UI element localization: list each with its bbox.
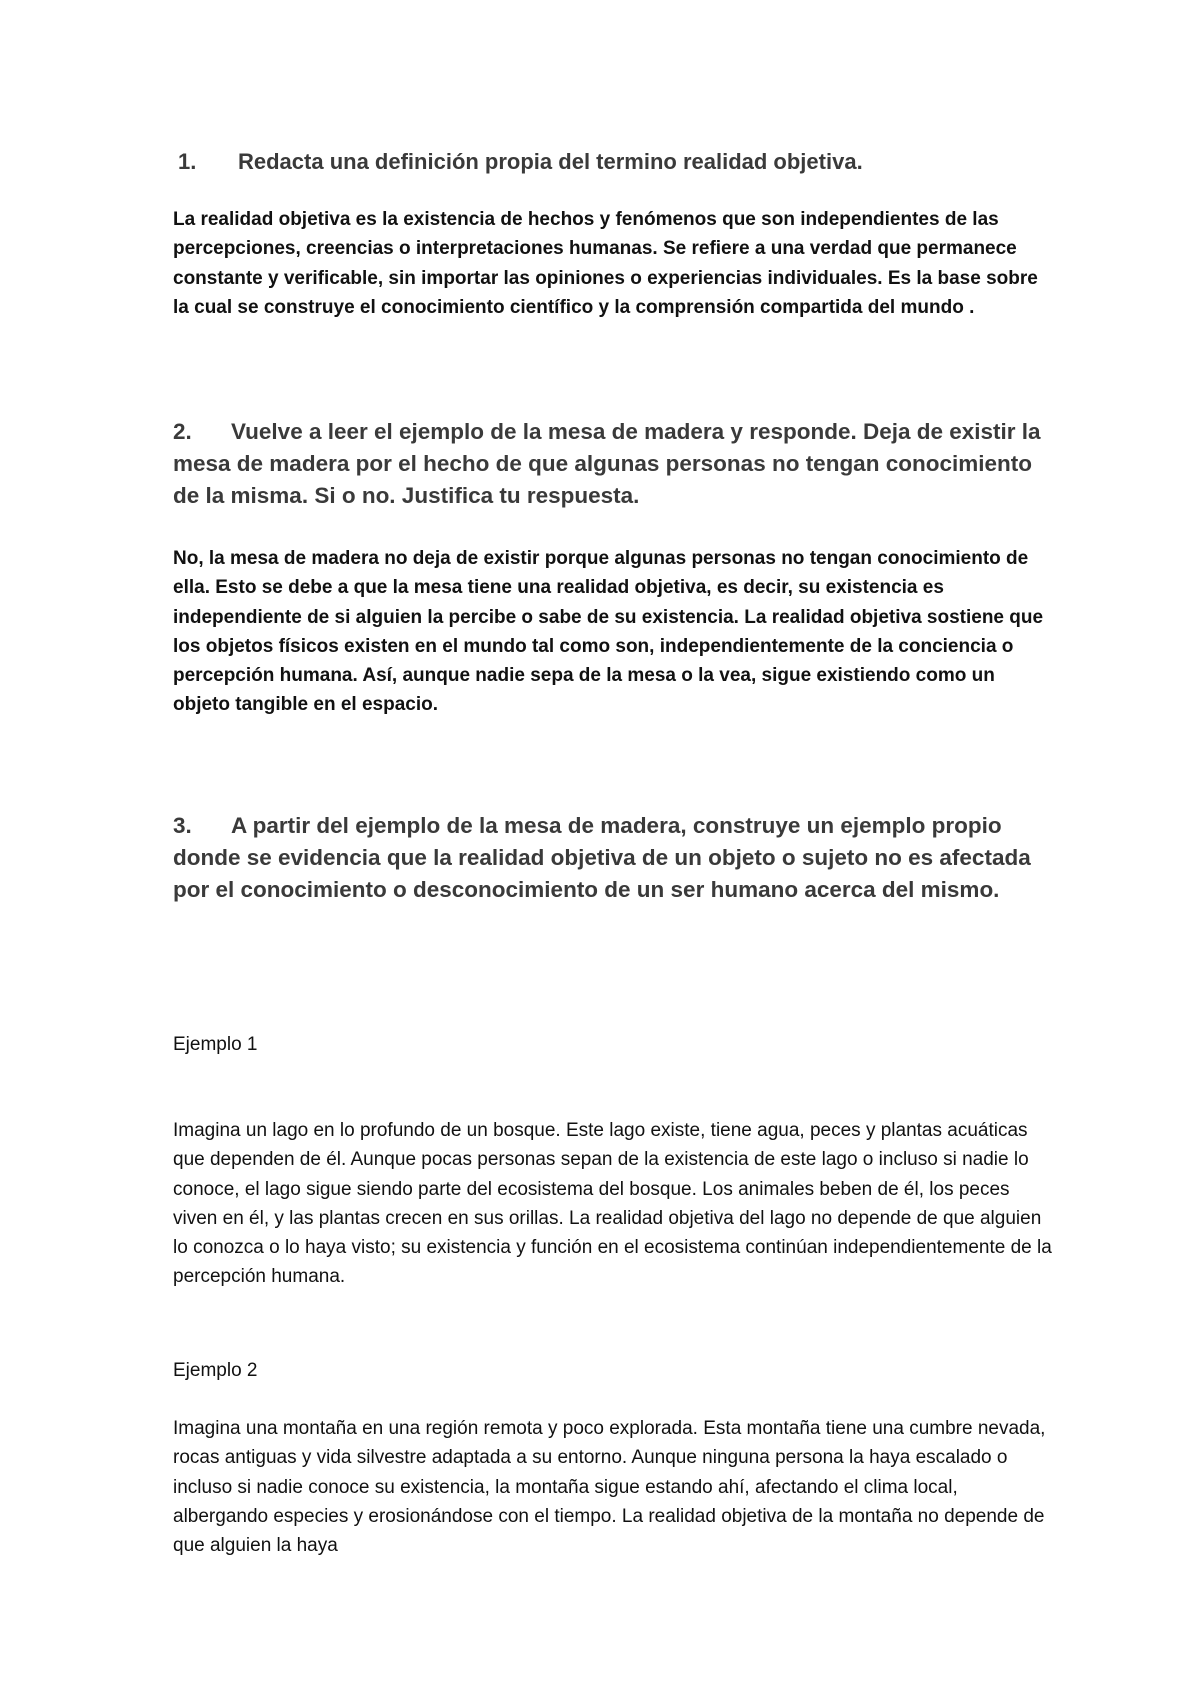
question-3-number: 3. bbox=[173, 813, 192, 838]
question-2-text: Vuelve a leer el ejemplo de la mesa de madera y responde. Deja de existir la mesa de madera por el hecho de que algunas personas no tengan conocimiento de la misma. Si o no. Justifica tu respuesta. bbox=[173, 419, 1041, 508]
question-2 bbox=[173, 416, 1043, 512]
example-1-heading: Ejemplo 1 bbox=[173, 1034, 258, 1055]
question-1-number: 1. bbox=[178, 149, 197, 174]
question-1 bbox=[178, 146, 1048, 178]
question-2-number: 2. bbox=[173, 419, 192, 444]
example-1-text: Imagina un lago en lo profundo de un bosque. Este lago existe, tiene agua, peces y plantas acuáticas que dependen de él. Aunque pocas personas sepan de la existencia de este lago o incluso si nadie lo conoce, el lago sigue siendo parte del ecosistema del bosque. Los animales beben de él, los peces viven en él, y las plantas crecen en sus orillas. La realidad objetiva del lago no depende de que alguien lo conozca o lo haya visto; su existencia y función en el ecosistema continúan independientemente de la percepción humana. bbox=[173, 1120, 1052, 1288]
example-2-text: Imagina una montaña en una región remota y poco explorada. Esta montaña tiene una cumbre nevada, rocas antiguas y vida silvestre adaptada a su entorno. Aunque ninguna persona la haya escalado o incluso si nadie conoce su existencia, la montaña sigue estando ahí, afectando el clima local, albergando especies y erosionándose con el tiempo. La realidad objetiva de la montaña no depende de que alguien la haya bbox=[173, 1418, 1046, 1557]
example-2-heading: Ejemplo 2 bbox=[173, 1360, 258, 1381]
answer-2: No, la mesa de madera no deja de existir porque algunas personas no tengan conocimiento de ella. Esto se debe a que la mesa tiene una realidad objetiva, es decir, su existencia es independiente de si alguien la percibe o sabe de su existencia. La realidad objetiva sostiene que los objetos físicos existen en el mundo tal como son, independientemente de la conciencia o percepción humana. Así, aunque nadie sepa de la mesa o la vea, sigue existiendo como un objeto tangible en el espacio. bbox=[173, 548, 1044, 716]
answer-1: La realidad objetiva es la existencia de hechos y fenómenos que son independientes de las percepciones, creencias o interpretaciones humanas. Se refiere a una verdad que permanece constante y verificable, sin importar las opiniones o experiencias individuales. Es la base sobre la cual se construye el conocimiento científico y la comprensión compartida del mundo . bbox=[173, 209, 1038, 318]
question-3-text: A partir del ejemplo de la mesa de madera, construye un ejemplo propio donde se evidencia que la realidad objetiva de un objeto o sujeto no es afectada por el conocimiento o desconocimiento de un ser humano acerca del mismo. bbox=[173, 813, 1031, 902]
question-1-text: Redacta una definición propia del termino realidad objetiva. bbox=[238, 149, 863, 174]
question-3 bbox=[173, 810, 1043, 906]
